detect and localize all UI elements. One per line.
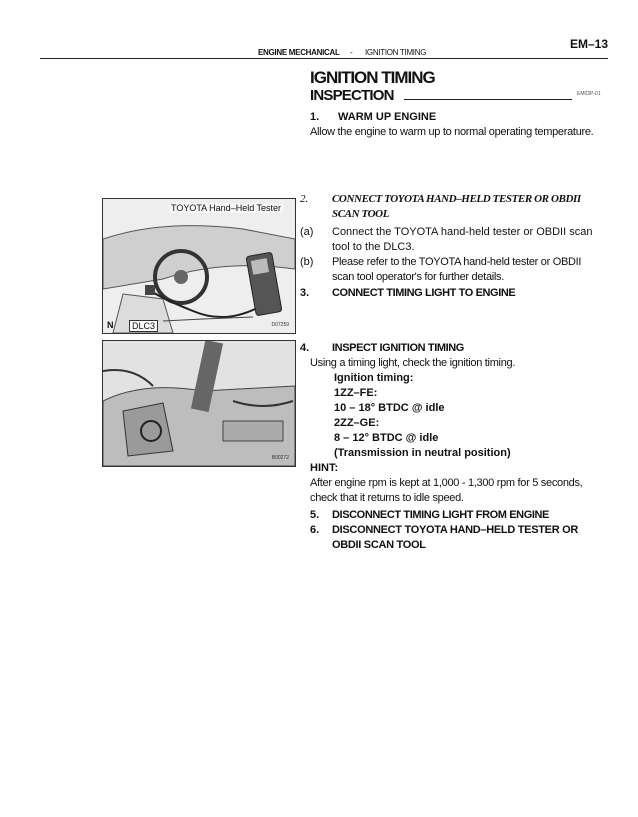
figure-2-code: B00272: [271, 455, 289, 461]
spec-value-2: 8 – 12° BTDC @ idle: [334, 432, 439, 444]
spec-condition: (Transmission in neutral position): [334, 447, 511, 459]
step-5-number: 5.: [310, 509, 320, 521]
figure-timing-light: [102, 340, 296, 467]
step-4-text: Using a timing light, check the ignition timing.: [310, 357, 516, 369]
spec-engine-1: 1ZZ–FE:: [334, 387, 378, 399]
step-1-number: 1.: [310, 111, 320, 123]
step-2a-text: Connect the TOYOTA hand-held tester or OBDII scan tool to the DLC3.: [332, 226, 593, 253]
step-5-label: DISCONNECT TIMING LIGHT FROM ENGINE: [332, 509, 549, 521]
figure-label-n: N: [107, 320, 114, 330]
spec-engine-2: 2ZZ–GE:: [334, 417, 380, 429]
figure-tester-connection: [102, 198, 296, 334]
dashboard-illustration: [103, 199, 295, 333]
spec-title: Ignition timing:: [334, 372, 414, 384]
step-1-text: Allow the engine to warm up to normal operating temperature.: [310, 126, 594, 138]
figure-label-tester: TOYOTA Hand–Held Tester: [171, 203, 282, 213]
section-subtitle: INSPECTION: [310, 87, 394, 104]
step-2-number: 2.: [300, 193, 309, 205]
section-title: IGNITION TIMING: [310, 68, 435, 87]
page-number: EM–13: [569, 37, 608, 51]
figure-label-dlc3: DLC3: [129, 320, 158, 332]
header-rule: [40, 58, 608, 59]
step-2: [300, 192, 600, 301]
step-1: [310, 110, 610, 140]
figure-1-code: D07259: [271, 322, 289, 328]
hint-label: HINT:: [310, 462, 339, 474]
step-3-number: 3.: [300, 287, 310, 299]
step-6-label: DISCONNECT TOYOTA HAND–HELD TESTER OR OBDII SCAN TOOL: [332, 524, 578, 551]
step-4-label: INSPECT IGNITION TIMING: [332, 342, 464, 354]
subtitle-rule: [404, 99, 572, 100]
doc-code: EM03P-01: [577, 91, 601, 97]
header-separator: -: [350, 48, 353, 57]
header-subsection: IGNITION TIMING: [365, 48, 427, 57]
engine-illustration: [103, 341, 295, 466]
step-2b-mark: (b): [300, 256, 314, 268]
step-4: [300, 341, 600, 553]
step-2a-mark: (a): [300, 226, 314, 238]
step-4-number: 4.: [300, 342, 310, 354]
step-2b-text: Please refer to the TOYOTA hand-held tester or OBDII scan tool operator's for further details.: [332, 256, 582, 283]
step-2-label: CONNECT TOYOTA HAND–HELD TESTER OR OBDII SCAN TOOL: [332, 193, 581, 220]
header-section: ENGINE MECHANICAL: [258, 48, 340, 57]
step-6-number: 6.: [310, 524, 320, 536]
step-3-label: CONNECT TIMING LIGHT TO ENGINE: [332, 287, 516, 299]
spec-value-1: 10 – 18° BTDC @ idle: [334, 402, 445, 414]
hint-text: After engine rpm is kept at 1,000 - 1,300 rpm for 5 seconds, check that it returns to idle speed.: [310, 477, 583, 504]
step-1-label: WARM UP ENGINE: [338, 111, 437, 123]
